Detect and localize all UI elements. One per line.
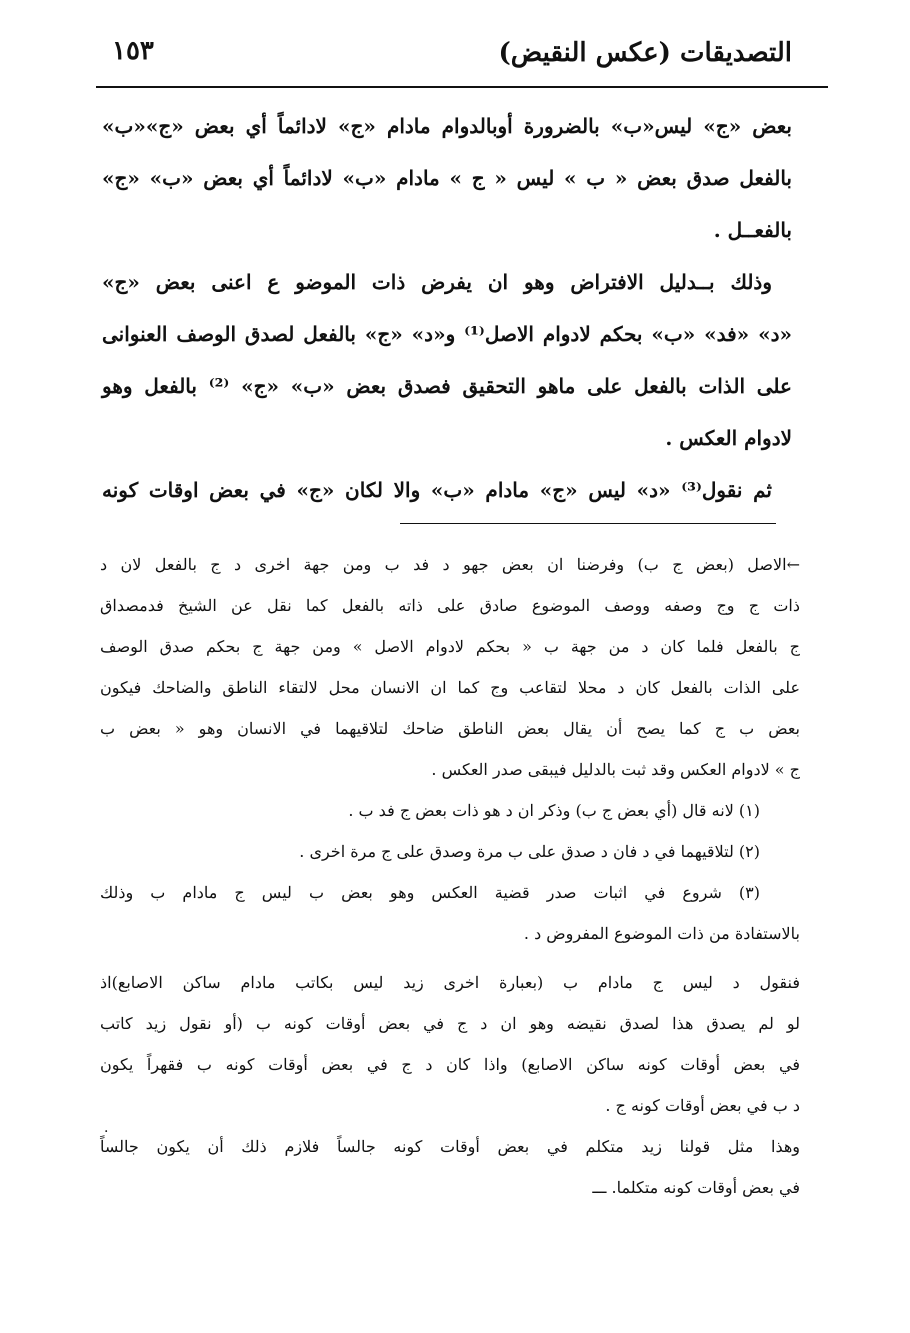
main-text-line: على الذات بالفعل على ماهو التحقيق فصدق بعض «ب» «ج» ⁽²⁾ بالفعل وهو	[102, 374, 792, 398]
main-text-line: «د» «فد» «ب» بحكم لادوام الاصل⁽¹⁾ و«د» «ج» بالفعل لصدق الوصف العنوانى	[102, 322, 792, 346]
footnote-1: (١) لانه قال (أي بعض ج ب) وذكر ان د هو ذات بعض ج فد ب .	[348, 801, 760, 820]
footnote-3: (٣) شروع في اثبات صدر قضية العكس وهو بعض ب ليس ج مادام ب وذلك	[100, 883, 760, 902]
explanation-line: فنقول د ليس ج مادام ب (بعبارة اخرى زيد ليس بكاتب مادام ساكن الاصابع)اذ	[100, 973, 800, 992]
main-text-line: لادوام العكس .	[665, 426, 792, 450]
footnote-separator	[400, 523, 776, 524]
note-continuation-line: ج بالفعل فلما كان د من جهة ب « بحكم لادوام الاصل » ومن جهة ج بحكم صدق الوصف	[100, 637, 800, 656]
page-number: ١٥٣	[112, 36, 154, 66]
note-continuation-line: ذات ج وج وصفه ووصف الموضوع صادق على ذاته بالفعل كما نقل عن الشيخ فدمصداق	[100, 596, 800, 615]
main-text-line: بالفعــل .	[713, 218, 792, 242]
footnotes-section	[100, 544, 800, 1208]
header-rule	[96, 86, 828, 88]
margin-dot: ·	[104, 1124, 109, 1140]
example-line: وهذا مثل قولنا زيد متكلم في بعض أوقات كونه جالساً فلازم ذلك أن يكون جالساً	[100, 1137, 800, 1156]
footnote-3-continuation: بالاستفادة من ذات الموضوع المفروض د .	[523, 924, 800, 943]
main-text-line: وذلك بــدليل الافتراض وهو ان يفرض ذات الموضو ع اعنى بعض «ج»	[102, 270, 772, 294]
main-text-line: بعض «ج» ليس«ب» بالضرورة أوبالدوام مادام «ج» لادائماً أي بعض «ج»«ب»	[102, 114, 792, 138]
explanation-line: د ب في بعض أوقات كونه ج .	[605, 1096, 800, 1115]
main-text	[102, 100, 792, 516]
main-text-line: ثم نقول⁽³⁾ «د» ليس «ج» مادام «ب» والا لكان «ج» في بعض اوقات كونه	[102, 478, 772, 502]
note-continuation-line: على الذات بالفعل كان د محلا لتقاعب وج كما ان الانسان محل لالتقاء الناطق والضاحك فيكون	[100, 678, 800, 697]
example-line: في بعض أوقات كونه متكلما. ـــ	[592, 1178, 800, 1197]
note-continuation-line: ←الاصل (بعض ج ب) وفرضنا ان بعض جهو د فد ب ومن جهة اخرى د ج بالفعل لان د	[100, 555, 800, 574]
spacer	[100, 954, 800, 962]
explanation-line: لو لم يصدق هذا لصدق نقيضه وهو ان د ج في بعض أوقات كونه ب (أو نقول زيد كاتب	[100, 1014, 800, 1033]
main-text-line: بالفعل صدق بعض « ب » ليس « ج » مادام «ب» لادائماً أي بعض «ب» «ج»	[102, 166, 792, 190]
note-continuation-line: بعض ب ج كما يصح أن يقال بعض الناطق ضاحك لتلاقيهما في الانسان وهو « بعض ب	[100, 719, 800, 738]
running-header-title: التصديقات (عكس النقيض)	[498, 38, 792, 68]
explanation-line: في بعض أوقات كونه ساكن الاصابع) واذا كان د ج في بعض أوقات كونه ب فقهراً يكون	[100, 1055, 800, 1074]
note-continuation-line: ج » لادوام العكس وقد ثبت بالدليل فيبقى صدر العكس .	[431, 760, 800, 779]
footnote-2: (٢) لتلاقيهما في د فان د صدق على ب مرة وصدق على ج مرة اخرى .	[299, 842, 760, 861]
